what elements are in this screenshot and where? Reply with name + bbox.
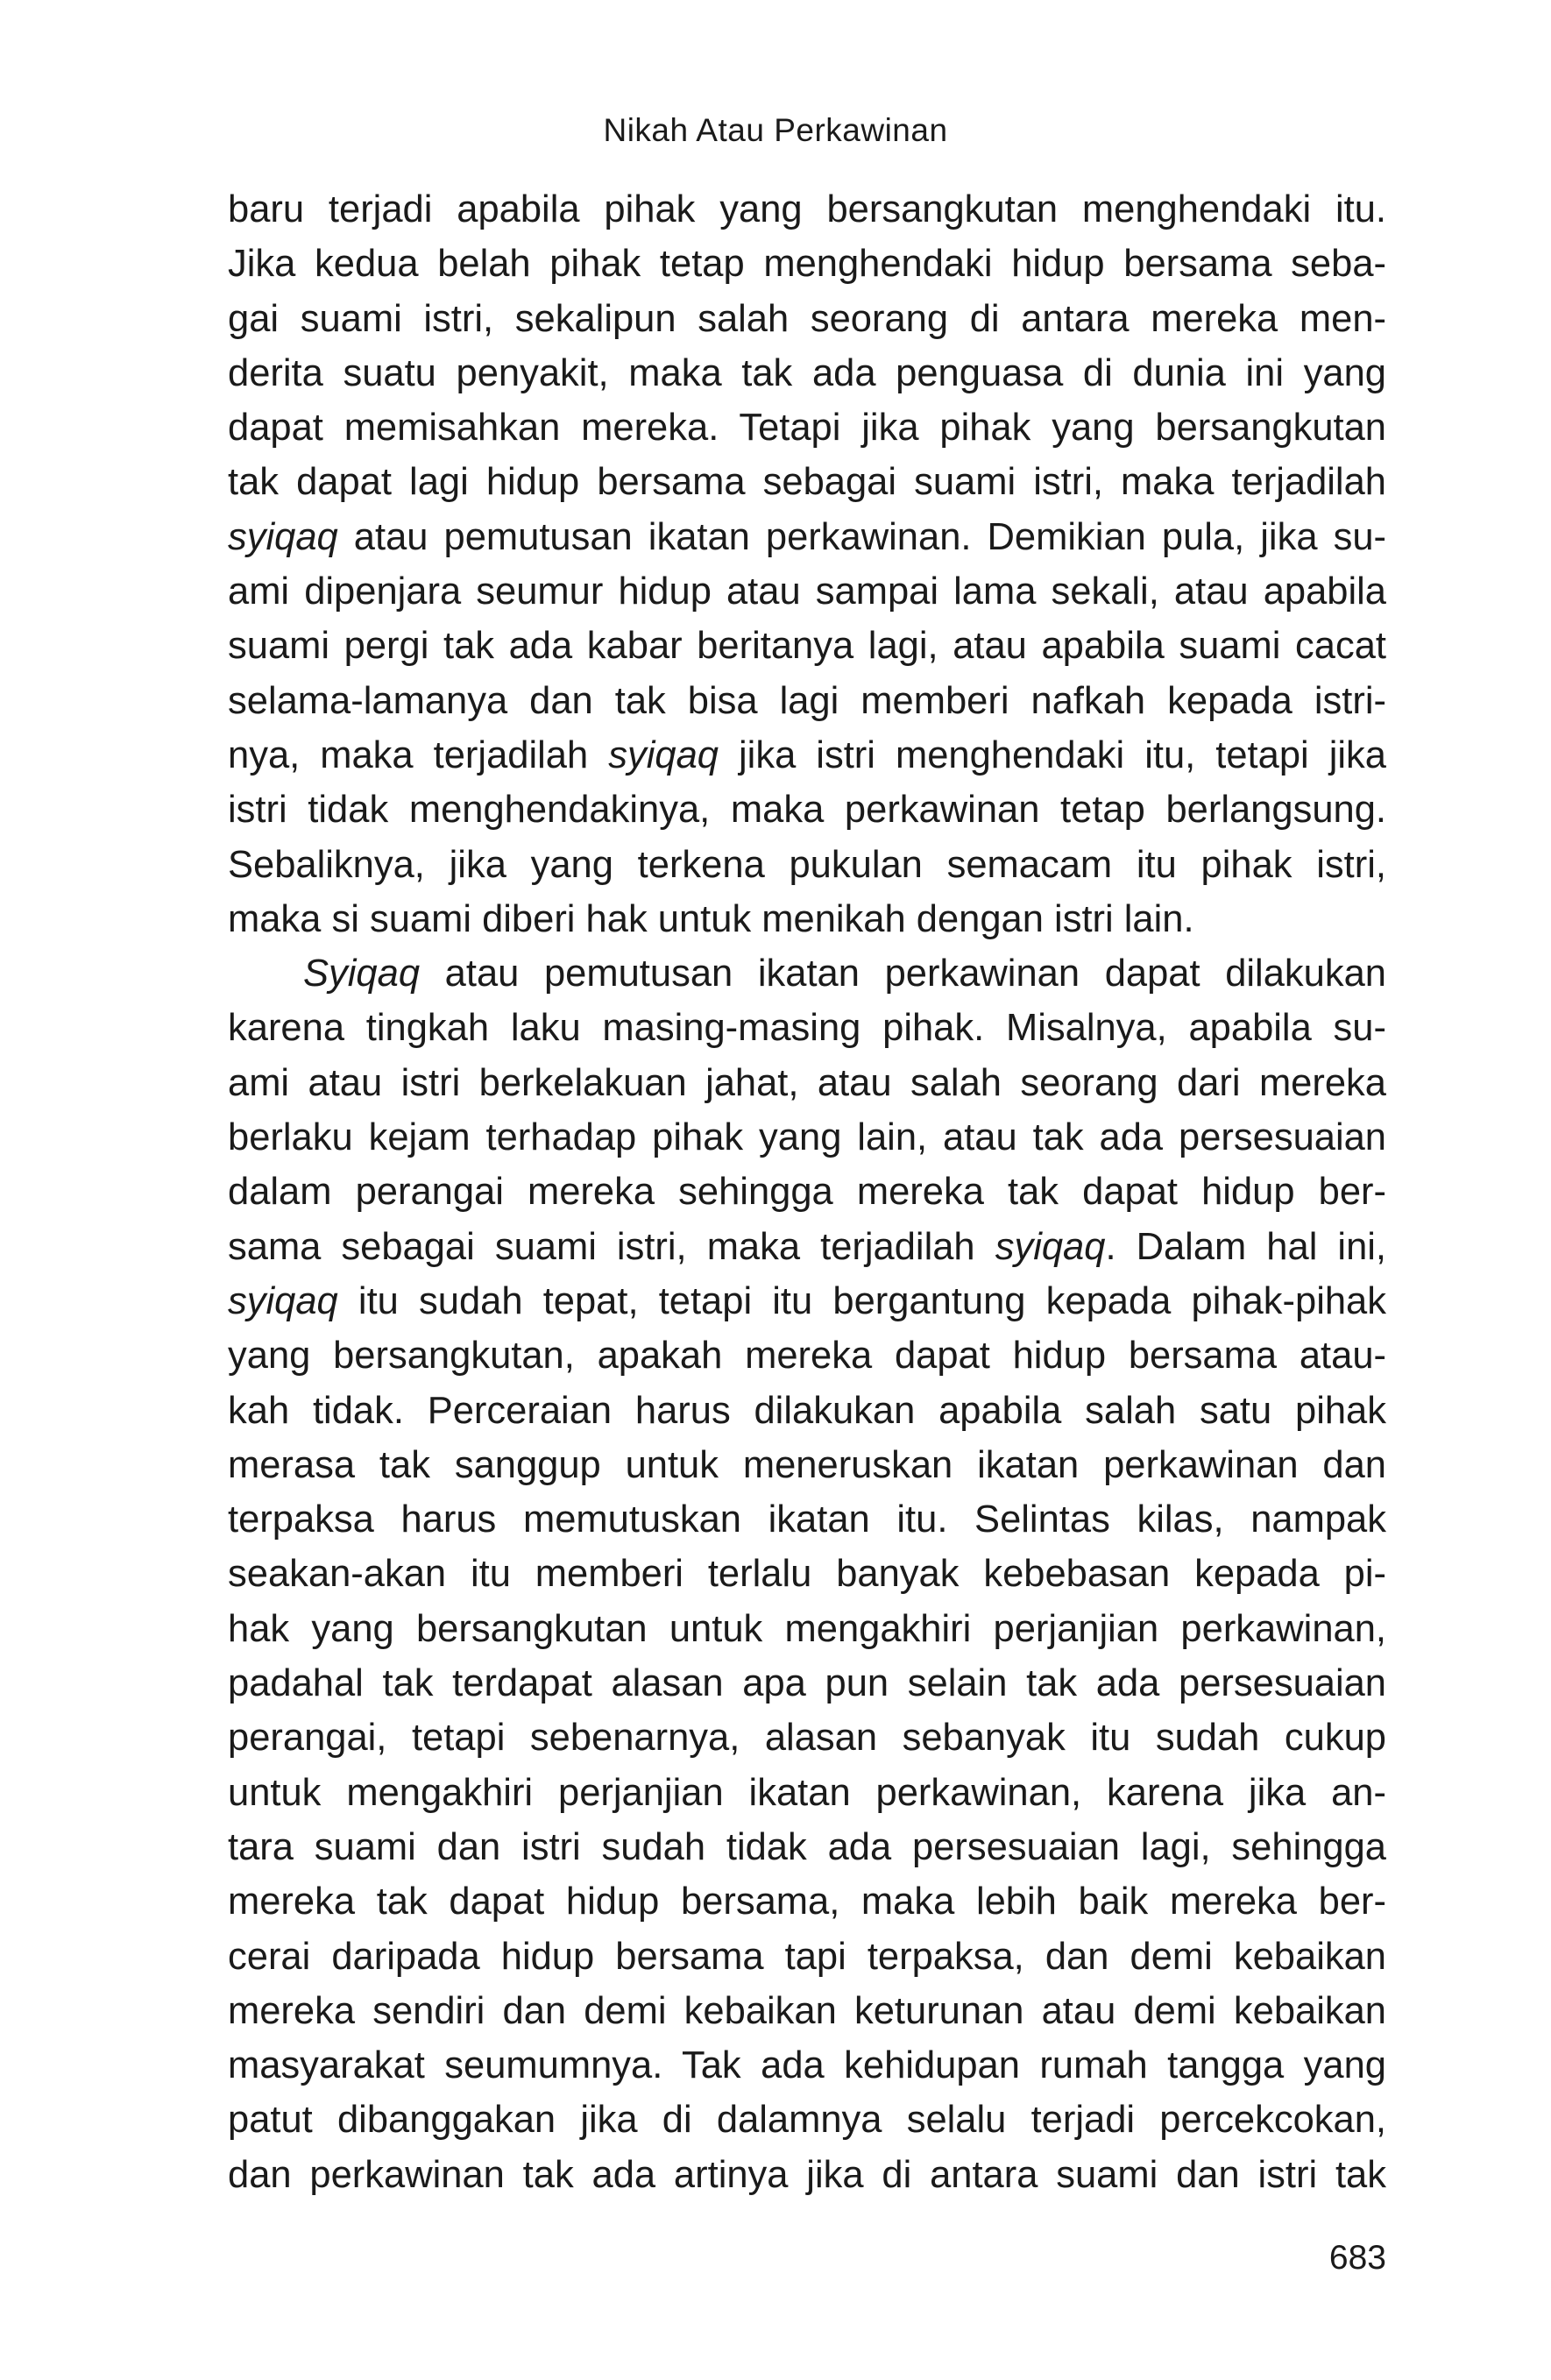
text-line — [228, 946, 1386, 1001]
text-line: dan perkawinan tak ada artinya jika di antara suami dan istri tak — [228, 2153, 1386, 2196]
text-span: itu sudah tepat, tetapi itu bergantung kepada pihak-pihak — [337, 1279, 1386, 1322]
paragraph-2 — [228, 946, 1386, 2202]
text-span: atau pemutusan ikatan perkawinan. Demikian pula, jika su- — [337, 515, 1386, 558]
text-line: ami dipenjara seumur hidup atau sampai lama sekali, atau apabila — [228, 570, 1386, 613]
page-number: 683 — [1328, 2239, 1386, 2277]
text-line: derita suatu penyakit, maka tak ada penguasa di dunia ini yang — [228, 351, 1386, 394]
text-line: merasa tak sanggup untuk meneruskan ikatan perkawinan dan — [228, 1443, 1386, 1486]
text-line: masyarakat seumumnya. Tak ada kehidupan rumah tangga yang — [228, 2044, 1386, 2087]
text-line: cerai daripada hidup bersama tapi terpaksa, dan demi kebaikan — [228, 1935, 1386, 1978]
text-line: gai suami istri, sekalipun salah seorang di antara mereka men- — [228, 297, 1386, 340]
text-line: terpaksa harus memutuskan ikatan itu. Selintas kilas, nampak — [228, 1498, 1386, 1541]
text-span: sama sebagai suami istri, maka terjadilah — [228, 1225, 995, 1268]
text-line: suami pergi tak ada kabar beritanya lagi, atau apabila suami cacat — [228, 625, 1386, 668]
text-line — [228, 510, 1386, 564]
text-line: maka si suami diberi hak untuk menikah dengan istri lain. — [228, 897, 1194, 940]
text-line: mereka sendiri dan demi kebaikan keturunan atau demi kebaikan — [228, 1989, 1386, 2032]
text-span: jika istri menghendaki itu, tetapi jika — [718, 733, 1386, 776]
text-span: . Dalam hal ini, — [1105, 1225, 1387, 1268]
running-header: Nikah Atau Perkawinan — [603, 112, 948, 148]
italic-term: syiqaq — [608, 733, 719, 776]
text-span: atau pemutusan ikatan perkawinan dapat dilakukan — [420, 953, 1386, 995]
text-line: yang bersangkutan, apakah mereka dapat hidup bersama atau- — [228, 1335, 1386, 1378]
text-span: nya, maka terjadilah — [228, 733, 609, 776]
text-line: tak dapat lagi hidup bersama sebagai suami istri, maka terjadilah — [228, 461, 1386, 504]
text-line: istri tidak menghendakinya, maka perkawinan tetap berlangsung. — [228, 789, 1386, 832]
text-line — [228, 728, 1386, 783]
paragraph-1 — [228, 182, 1386, 946]
text-line: Jika kedua belah pihak tetap menghendaki hidup bersama seba- — [228, 243, 1386, 286]
text-line: ami atau istri berkelakuan jahat, atau salah seorang dari mereka — [228, 1061, 1386, 1104]
text-line: untuk mengakhiri perjanjian ikatan perkawinan, karena jika an- — [228, 1771, 1386, 1814]
text-line: Sebaliknya, jika yang terkena pukulan semacam itu pihak istri, — [228, 843, 1386, 886]
italic-term: syiqaq — [228, 515, 338, 558]
text-line: seakan-akan itu memberi terlalu banyak kebebasan kepada pi- — [228, 1553, 1386, 1596]
text-line: padahal tak terdapat alasan apa pun selain tak ada persesuaian — [228, 1662, 1386, 1705]
text-line — [228, 1274, 1386, 1328]
text-line: selama-lamanya dan tak bisa lagi memberi nafkah kepada istri- — [228, 679, 1386, 722]
text-line: patut dibanggakan jika di dalamnya selalu terjadi percekcokan, — [228, 2099, 1386, 2142]
text-line: dapat memisahkan mereka. Tetapi jika pihak yang bersangkutan — [228, 407, 1386, 450]
text-line: dalam perangai mereka sehingga mereka tak dapat hidup ber- — [228, 1171, 1386, 1214]
text-line: berlaku kejam terhadap pihak yang lain, atau tak ada persesuaian — [228, 1116, 1386, 1159]
text-line: kah tidak. Perceraian harus dilakukan apabila salah satu pihak — [228, 1389, 1386, 1432]
text-line: karena tingkah laku masing-masing pihak. Misalnya, apabila su- — [228, 1007, 1386, 1050]
text-line: baru terjadi apabila pihak yang bersangkutan menghendaki itu. — [228, 188, 1386, 230]
text-line: hak yang bersangkutan untuk mengakhiri perjanjian perkawinan, — [228, 1607, 1386, 1650]
text-line: mereka tak dapat hidup bersama, maka lebih baik mereka ber- — [228, 1881, 1386, 1923]
body-text — [228, 182, 1386, 2202]
text-line: perangai, tetapi sebenarnya, alasan sebanyak itu sudah cukup — [228, 1717, 1386, 1760]
text-line — [228, 1220, 1386, 1274]
italic-term: Syiqaq — [303, 953, 421, 995]
italic-term: syiqaq — [995, 1225, 1106, 1268]
italic-term: syiqaq — [228, 1279, 338, 1322]
text-line: tara suami dan istri sudah tidak ada persesuaian lagi, sehingga — [228, 1825, 1386, 1868]
